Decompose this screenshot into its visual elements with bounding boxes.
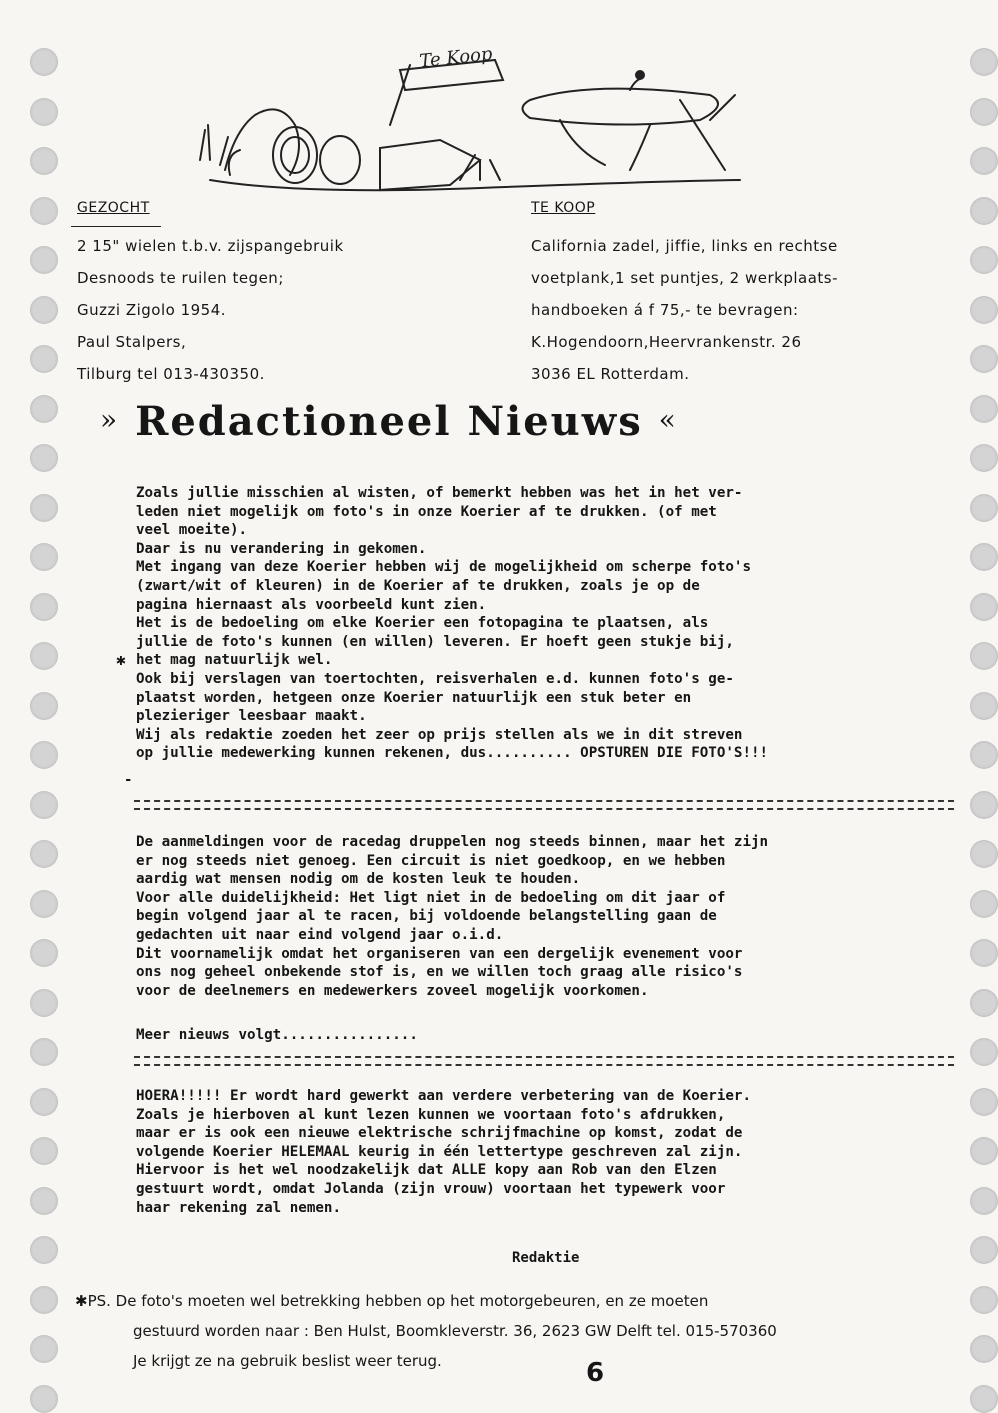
binder-hole [970, 791, 998, 819]
binder-holes-left [30, 0, 60, 1410]
binder-hole [30, 444, 58, 472]
binder-hole [970, 48, 998, 76]
more-news-text: Meer nieuws volgt................ [136, 1027, 418, 1043]
text-line: Hiervoor is het wel noodzakelijk dat ALLE kopy aan Rob van den Elzen [136, 1162, 717, 1179]
ps-line [75, 1286, 975, 1316]
binder-hole [30, 1187, 58, 1215]
text-line: aardig wat mensen nodig om de kosten leuk te houden. [136, 871, 581, 888]
ps-line-1: PS. De foto's moeten wel betrekking hebben op het motorgebeuren, en ze moeten [87, 1292, 709, 1310]
for-sale-illustration [180, 30, 770, 200]
text-line: K.Hogendoorn,Heervrankenstr. 26 [531, 333, 802, 351]
text-line: leden niet mogelijk om foto's in onze Koerier af te drukken. (of met [136, 503, 717, 520]
wanted-heading: GEZOCHT [77, 200, 150, 216]
headline-close-quote: « [658, 403, 678, 436]
binder-hole [970, 989, 998, 1017]
section-hoera [136, 1087, 966, 1217]
section-photos [136, 484, 966, 763]
binder-hole [30, 741, 58, 769]
text-line: veel moeite). [136, 522, 248, 539]
postscript [75, 1286, 975, 1376]
text-line: Het is de bedoeling om elke Koerier een fotopagina te plaatsen, als [136, 615, 709, 632]
margin-bullet: ✱ [116, 650, 126, 669]
text-line: jullie de foto's kunnen (en willen) leveren. Er hoeft geen stukje bij, [136, 633, 734, 650]
binder-hole [30, 692, 58, 720]
text-line: ons nog geheel onbekende stof is, en we willen toch graag alle risico's [136, 964, 743, 981]
binder-hole [970, 692, 998, 720]
binder-hole [970, 1137, 998, 1165]
binder-hole [30, 147, 58, 175]
text-line: voor de deelnemers en medewerkers zoveel mogelijk voorkomen. [136, 982, 649, 999]
binder-hole [970, 246, 998, 274]
headline [100, 398, 820, 445]
text-line: volgende Koerier HELEMAAL keurig in één lettertype geschreven zal zijn. [136, 1143, 743, 1160]
binder-hole [30, 395, 58, 423]
wanted-heading-rule [71, 226, 161, 227]
binder-hole [970, 1038, 998, 1066]
binder-hole [30, 543, 58, 571]
binder-hole [30, 48, 58, 76]
binder-holes-right [970, 0, 998, 1410]
binder-hole [30, 1088, 58, 1116]
binder-hole [30, 791, 58, 819]
ps-bullet: ✱ [75, 1292, 88, 1310]
binder-hole [970, 840, 998, 868]
text-line: plezieriger leesbaar maakt. [136, 708, 367, 725]
text-line: het mag natuurlijk wel. [136, 652, 333, 669]
separator-1 [134, 800, 954, 810]
ps-line-3: Je krijgt ze na gebruik beslist weer terug. [133, 1352, 442, 1370]
text-line: gedachten uit naar eind volgend jaar o.i.d. [136, 926, 504, 943]
binder-hole [30, 98, 58, 126]
for-sale-column [531, 198, 971, 390]
binder-hole [970, 741, 998, 769]
binder-hole [30, 494, 58, 522]
binder-hole [30, 197, 58, 225]
text-line: Guzzi Zigolo 1954. [77, 301, 227, 319]
text-line: pagina hiernaast als voorbeeld kunt zien. [136, 596, 487, 613]
binder-hole [30, 890, 58, 918]
text-line: 2 15" wielen t.b.v. zijspangebruik [77, 237, 344, 255]
binder-hole [970, 444, 998, 472]
text-line: Met ingang van deze Koerier hebben wij de mogelijkheid om scherpe foto's [136, 559, 751, 576]
binder-hole [30, 989, 58, 1017]
junk-pile-drawing [180, 30, 770, 200]
text-line: HOERA!!!!! Er wordt hard gewerkt aan verdere verbetering van de Koerier. [136, 1088, 751, 1104]
binder-hole [970, 939, 998, 967]
binder-hole [970, 345, 998, 373]
text-line: voetplank,1 set puntjes, 2 werkplaats- [531, 269, 839, 287]
binder-hole [30, 1038, 58, 1066]
text-line: Wij als redaktie zoeden het zeer op prijs stellen als we in dit streven [136, 726, 743, 743]
binder-hole [970, 98, 998, 126]
binder-hole [30, 840, 58, 868]
headline-text: Redactioneel Nieuws [135, 398, 643, 445]
binder-hole [30, 642, 58, 670]
text-line: 3036 EL Rotterdam. [531, 365, 690, 383]
binder-hole [30, 345, 58, 373]
text-line: haar rekening zal nemen. [136, 1199, 341, 1216]
text-line: Dit voornamelijk omdat het organiseren van een dergelijk evenement voor [136, 945, 743, 962]
more-news [136, 1026, 966, 1045]
for-sale-lines [531, 230, 971, 390]
text-line: Ook bij verslagen van toertochten, reisverhalen e.d. kunnen foto's ge- [136, 670, 734, 687]
binder-hole [970, 1385, 998, 1413]
text-line: Daar is nu verandering in gekomen. [136, 540, 427, 557]
binder-hole [30, 296, 58, 324]
binder-hole [970, 494, 998, 522]
text-line: er nog steeds niet genoeg. Een circuit is niet goedkoop, en we hebben [136, 852, 726, 869]
text-line: Desnoods te ruilen tegen; [77, 269, 284, 287]
text-line: plaatst worden, hetgeen onze Koerier natuurlijk een stuk beter en [136, 689, 692, 706]
binder-hole [30, 1286, 58, 1314]
binder-hole [30, 593, 58, 621]
text-line: De aanmeldingen voor de racedag druppelen nog steeds binnen, maar het zijn [136, 834, 769, 850]
binder-hole [970, 296, 998, 324]
binder-hole [30, 1385, 58, 1413]
separator-2 [134, 1056, 954, 1066]
headline-open-quote: » [100, 403, 120, 436]
wanted-lines [77, 230, 477, 390]
binder-hole [30, 246, 58, 274]
text-line: Paul Stalpers, [77, 333, 187, 351]
binder-hole [970, 642, 998, 670]
text-line: California zadel, jiffie, links en rechtse [531, 237, 838, 255]
text-line: Tilburg tel 013-430350. [77, 365, 265, 383]
binder-hole [970, 1236, 998, 1264]
text-line: begin volgend jaar al te racen, bij voldoende belangstelling gaan de [136, 908, 717, 925]
section-racedag [136, 833, 966, 1000]
sign-lettering: Te Koop [418, 43, 494, 73]
binder-hole [30, 1236, 58, 1264]
text-line: Voor alle duidelijkheid: Het ligt niet in de bedoeling om dit jaar of [136, 889, 726, 906]
text-line: op jullie medewerking kunnen rekenen, dus.......... OPSTUREN DIE FOTO'S!!! [136, 745, 769, 762]
binder-hole [970, 593, 998, 621]
wanted-column [77, 198, 477, 390]
text-line: maar er is ook een nieuwe elektrische schrijfmachine op komst, zodat de [136, 1125, 743, 1142]
text-line: Zoals jullie misschien al wisten, of bemerkt hebben was het in het ver- [136, 485, 743, 501]
binder-hole [30, 1137, 58, 1165]
text-line: gestuurt wordt, omdat Jolanda (zijn vrouw) voortaan het typewerk voor [136, 1180, 726, 1197]
binder-hole [970, 1088, 998, 1116]
page-number: 6 [586, 1358, 605, 1388]
for-sale-heading: TE KOOP [531, 200, 596, 216]
binder-hole [30, 1335, 58, 1363]
binder-hole [970, 147, 998, 175]
ps-line-2: gestuurd worden naar : Ben Hulst, Boomkleverstr. 36, 2623 GW Delft tel. 015-570360 [133, 1322, 777, 1340]
binder-hole [970, 395, 998, 423]
binder-hole [970, 1187, 998, 1215]
text-line: handboeken á f 75,- te bevragen: [531, 301, 799, 319]
binder-hole [970, 543, 998, 571]
binder-hole [30, 939, 58, 967]
signature: Redaktie [512, 1250, 580, 1266]
text-line: Zoals je hierboven al kunt lezen kunnen we voortaan foto's afdrukken, [136, 1106, 726, 1123]
text-line: (zwart/wit of kleuren) in de Koerier af te drukken, zoals je op de [136, 577, 700, 594]
binder-hole [970, 197, 998, 225]
binder-hole [970, 890, 998, 918]
margin-dash: - [124, 772, 133, 788]
